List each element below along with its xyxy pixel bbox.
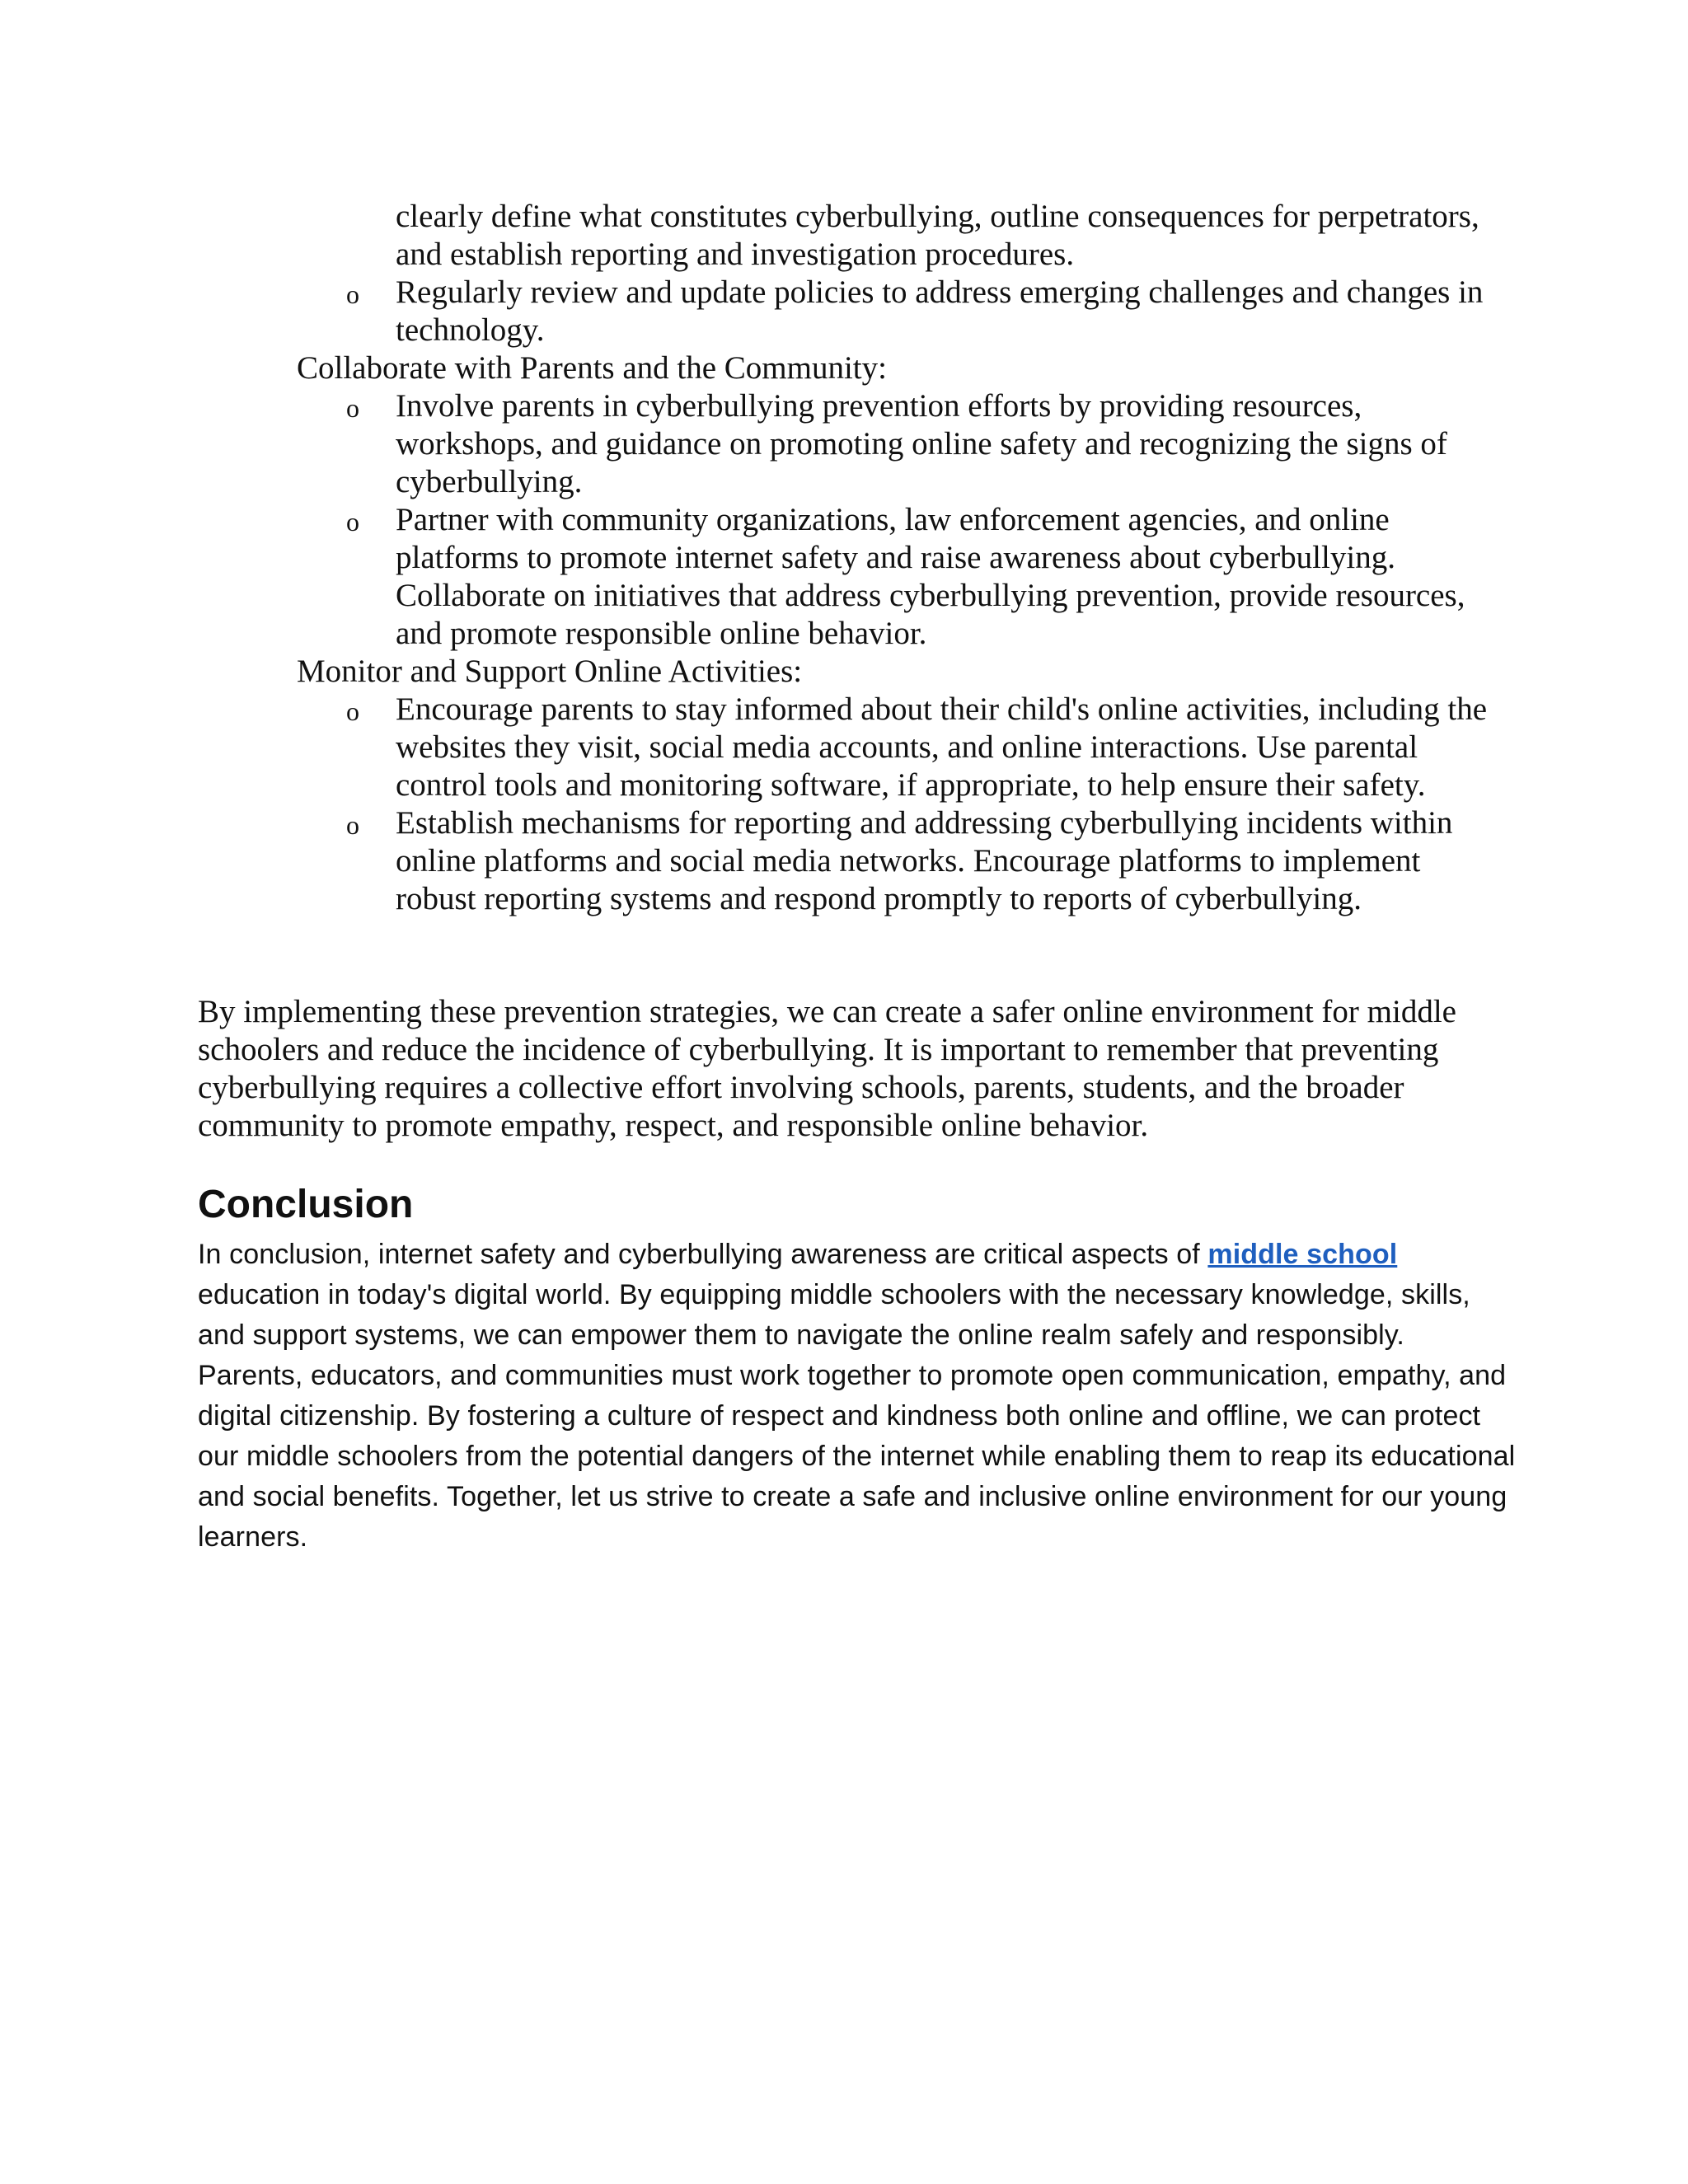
list-item: [346, 274, 1500, 349]
bullet-marker: o: [346, 507, 359, 537]
section-title: Monitor and Support Online Activities:: [297, 654, 803, 689]
list-item-text: Regularly review and update policies to address emerging challenges and changes in technology.: [396, 274, 1484, 348]
conclusion-text-start: In conclusion, internet safety and cyberbullying awareness are critical aspects of: [198, 1239, 1208, 1270]
middle-school-link[interactable]: middle school: [1207, 1239, 1398, 1270]
strategy-list: [0, 198, 1688, 918]
list-item-text: Partner with community organizations, law enforcement agencies, and online platforms to promote internet safety and raise awareness about cyberbullying. Collaborate on initiatives that address cyberbullying prevention, provide resources, and promote responsible online behavior.: [396, 502, 1465, 651]
list-item: [346, 804, 1500, 918]
list-item-text: Encourage parents to stay informed about their child's online activities, including the websites they visit, social media accounts, and online interactions. Use parental control tools and monitoring software, if appropriate, to help ensure their safety.: [396, 691, 1488, 803]
conclusion-paragraph: [198, 1235, 1517, 1558]
list-item-text: Establish mechanisms for reporting and addressing cyberbullying incidents within online platforms and social media networks. Encourage platforms to implement robust reporting systems and respond promptly to reports of cyberbullying.: [396, 805, 1453, 916]
bullet-marker: o: [346, 279, 359, 309]
section-sub-list: [0, 387, 1688, 653]
conclusion-heading: Conclusion: [198, 1183, 414, 1226]
list-item-continuation: [396, 198, 1500, 274]
continuation-text: clearly define what constitutes cyberbullying, outline consequences for perpetrators, and establish reporting and investigation procedures.: [396, 199, 1479, 272]
summary-paragraph: By implementing these prevention strategies, we can create a safer online environment for middle schoolers and reduce the incidence of cyberbullying. It is important to remember that preventing cyberbullying requires a collective effort involving schools, parents, students, and the broader community to promote empathy, respect, and responsible online behavior.: [198, 994, 1456, 1143]
list-item: [346, 691, 1500, 804]
section-sub-list: [0, 691, 1688, 918]
conclusion-text-end: education in today's digital world. By equipping middle schoolers with the necessary knowledge, skills, and support systems, we can empower them to navigate the online realm safely and responsibly. Parents, educators, and communities must work together to promote open communication, empathy, and digital citizenship. By fostering a culture of respect and kindness both online and offline, we can protect our middle schoolers from the potential dangers of the internet while enabling them to reap its educational and social benefits. Together, let us strive to create a safe and inclusive online environment for our young learners.: [198, 1279, 1516, 1553]
bullet-marker: o: [346, 393, 359, 423]
list-item-text: Involve parents in cyberbullying prevention efforts by providing resources, workshops, and guidance on promoting online safety and recognizing the signs of cyberbullying.: [396, 388, 1447, 499]
list-item: [346, 501, 1500, 653]
bullet-marker: o: [346, 810, 359, 840]
section-title: Collaborate with Parents and the Community:: [297, 350, 887, 386]
list-item: [346, 387, 1500, 501]
bullet-marker: o: [346, 696, 359, 726]
top-sub-list: [0, 198, 1688, 349]
